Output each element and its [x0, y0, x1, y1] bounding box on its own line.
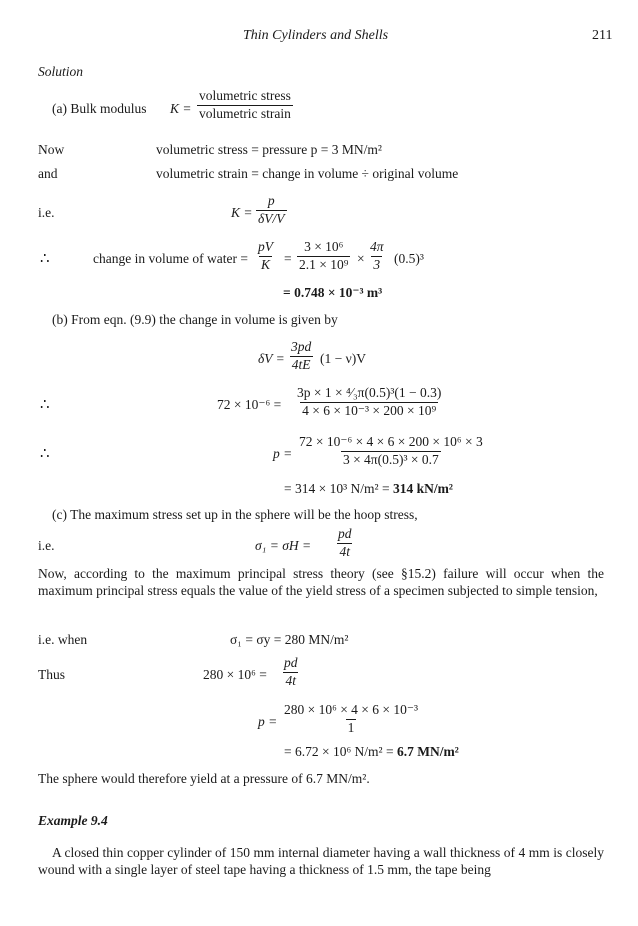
result-plain: = 6.72 × 10⁶ N/m² = — [284, 744, 394, 759]
volumetric-strain-eq: volumetric strain = change in volume ÷ original volume — [156, 166, 459, 181]
fraction-denominator: 4 × 6 × 10⁻³ × 200 × 10⁹ — [302, 402, 437, 418]
result-a: = 0.748 × 10⁻³ m³ — [283, 285, 383, 300]
pressure-fraction — [297, 435, 485, 468]
fraction-denominator: 4tE — [291, 356, 311, 372]
fraction-denominator: 2.1 × 10⁹ — [299, 256, 349, 272]
ie-label: i.e. — [38, 205, 55, 220]
calc-fraction — [297, 240, 350, 273]
thus-label: Thus — [38, 667, 65, 682]
fraction-denominator: volumetric strain — [199, 105, 291, 121]
conclusion-sentence: The sphere would therefore yield at a pressure of 6.7 MN/m². — [38, 771, 370, 786]
ie-label: i.e. — [38, 538, 55, 553]
dv-lhs: δV = — [258, 351, 285, 366]
thus-lhs: 280 × 10⁶ = — [203, 667, 267, 682]
k-lhs: K = — [170, 101, 192, 116]
therefore-symbol: ∴ — [40, 251, 50, 267]
p-over-dvv-fraction — [256, 194, 287, 227]
p-lhs: p = — [258, 714, 278, 729]
fraction-denominator: 4t — [285, 672, 296, 688]
hoop-fraction — [336, 527, 354, 560]
fraction-denominator: 1 — [347, 719, 355, 735]
example-heading: Example 9.4 — [38, 813, 108, 828]
fraction-numerator: 3pd — [291, 339, 312, 354]
fraction-numerator: pd — [338, 526, 352, 541]
when-label: i.e. when — [38, 632, 88, 647]
fraction-numerator: volumetric stress — [199, 88, 291, 103]
fraction-numerator: 280 × 10⁶ × 4 × 6 × 10⁻³ — [284, 702, 419, 717]
fraction-numerator: 4π — [370, 239, 384, 254]
hoop-stress-lhs: σ₁ = σH = — [255, 538, 312, 553]
result-plain: = 314 × 10³ N/m² = — [284, 481, 390, 496]
fraction-numerator: 72 × 10⁻⁶ × 4 × 6 × 200 × 10⁶ × 3 — [299, 434, 483, 449]
pv-over-k-fraction — [256, 240, 275, 273]
fraction-numerator: 3p × 1 × ⁴⁄₃π(0.5)³(1 − 0.3) — [297, 385, 442, 400]
result-bold: 6.7 MN/m² — [396, 744, 459, 759]
result-b — [284, 481, 453, 497]
solution-heading: Solution — [38, 64, 84, 79]
four-pi-over-three-fraction — [368, 240, 386, 273]
fraction-numerator: pd — [284, 655, 298, 670]
example-text: A closed thin copper cylinder of 150 mm internal diameter having a wall thickness of 4 mm is closely wound with a single layer of steel tape having a thickness of 1.5 mm, the tape being — [38, 845, 604, 877]
radius-cubed: (0.5)³ — [394, 251, 424, 266]
change-volume-fraction — [295, 386, 443, 419]
fraction-numerator: 3 × 10⁶ — [304, 239, 344, 254]
volumetric-stress-eq: volumetric stress = pressure p = 3 MN/m² — [156, 142, 382, 157]
fraction-denominator: 4t — [339, 543, 350, 559]
result-bold: 314 kN/m² — [392, 481, 453, 496]
part-b-intro: (b) From eqn. (9.9) the change in volume is given by — [52, 312, 338, 327]
now-label: Now — [38, 142, 65, 157]
yield-stress-eq: σ₁ = σy = 280 MN/m² — [230, 632, 349, 647]
fraction-numerator: pV — [258, 239, 273, 254]
result-c — [284, 744, 459, 760]
equals-sign: = — [284, 251, 292, 266]
fraction-denominator: 3 × 4π(0.5)³ × 0.7 — [342, 451, 439, 467]
fraction-denominator: 3 — [373, 256, 381, 272]
ie-k-lhs: K = — [231, 205, 253, 220]
dv-fraction — [289, 340, 313, 373]
dv-tail: (1 − ν)V — [320, 351, 366, 366]
fraction-denominator: δV/V — [258, 210, 285, 226]
max-principal-stress-paragraph: Now, according to the maximum principal stress theory (see §15.2) failure will occur when the maximum principal stress equals the value of the yield stress of a specimen subjected to simple tension, — [38, 566, 604, 598]
p-lhs: p = — [273, 446, 293, 461]
running-title: Thin Cylinders and Shells — [243, 28, 389, 43]
yield-pressure-fraction — [282, 703, 420, 736]
fraction-denominator: K — [260, 256, 270, 272]
lhs-72e-6: 72 × 10⁻⁶ = — [217, 397, 282, 412]
fraction-numerator: p — [267, 193, 275, 208]
times-sign: × — [357, 251, 365, 266]
part-a-label: (a) Bulk modulus — [52, 101, 147, 116]
page-number: 211 — [592, 28, 613, 43]
part-c-intro: (c) The maximum stress set up in the sphere will be the hoop stress, — [52, 507, 418, 522]
therefore-symbol: ∴ — [40, 446, 50, 462]
thus-fraction — [282, 656, 300, 689]
therefore-symbol: ∴ — [40, 397, 50, 413]
and-label: and — [38, 166, 58, 181]
bulk-modulus-fraction — [197, 89, 293, 122]
change-volume-label: change in volume of water = — [93, 251, 248, 266]
